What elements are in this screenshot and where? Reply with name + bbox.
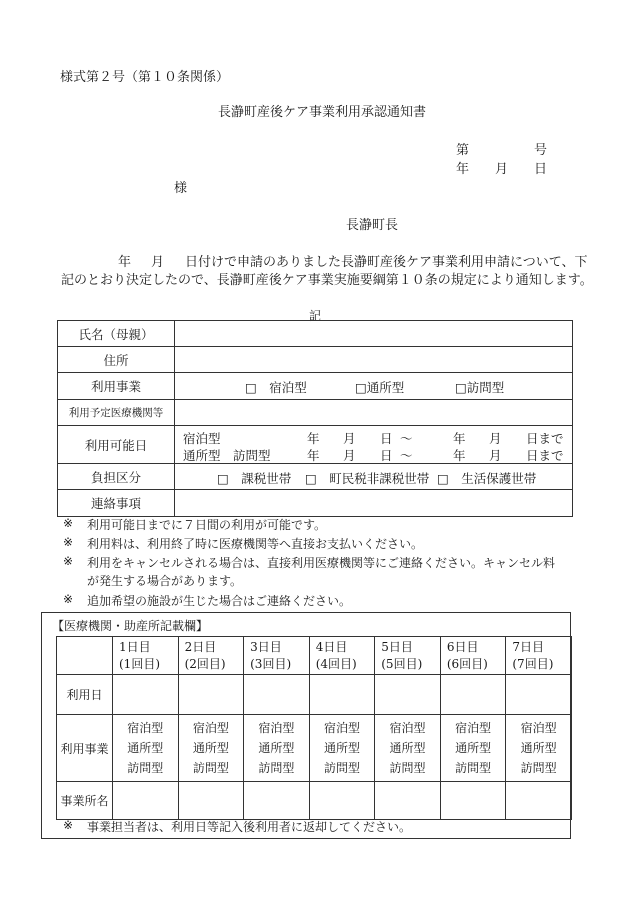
- form-number: 様式第２号（第１０条関係）: [60, 70, 230, 85]
- avail-type-stay: 宿泊型: [183, 431, 221, 446]
- use-date-label: 利用日: [57, 675, 113, 715]
- footer-note-mark: ※: [63, 818, 74, 832]
- avail-label: 利用可能日: [58, 426, 175, 464]
- note-text: 追加希望の施設が生じた場合はご連絡ください。: [87, 594, 352, 608]
- section-title: 【医療機関・助産所記載欄】: [52, 619, 209, 633]
- corner-cell: [57, 637, 113, 675]
- facility-value: [175, 400, 573, 426]
- office-name-cell: [178, 782, 244, 820]
- facility-label: 利用予定医療機関等: [58, 400, 175, 426]
- use-date-cell: [113, 675, 179, 715]
- date-year: 年: [456, 162, 470, 177]
- avail-to-month: 月: [489, 431, 502, 446]
- burden-options: [175, 464, 573, 490]
- office-name-label: 事業所名: [57, 782, 113, 820]
- note-mark: ※: [63, 535, 74, 549]
- note-mark: ※: [63, 554, 74, 568]
- option-daycare: □通所型: [355, 380, 405, 395]
- option-stay: □ 宿泊型: [245, 380, 307, 395]
- note-text: が発生する場合があります。: [87, 574, 243, 588]
- avail-to-month: 月: [489, 448, 502, 463]
- note-mark: ※: [63, 592, 74, 606]
- office-name-cell: [506, 782, 572, 820]
- body-line2: 記のとおり決定したので、長瀞町産後ケア事業実施要綱第１０条の規定により通知します。: [61, 273, 593, 288]
- use-date-cell: [506, 675, 572, 715]
- issuer: 長瀞町長: [346, 218, 399, 233]
- service-options: [175, 373, 573, 400]
- note-text: 利用可能日までに７日間の利用が可能です。: [87, 518, 327, 532]
- avail-to-year: 年: [453, 431, 466, 446]
- office-name-cell: [309, 782, 375, 820]
- service-type-label: 利用事業: [57, 715, 113, 782]
- use-date-cell: [244, 675, 310, 715]
- office-name-cell: [440, 782, 506, 820]
- day-header: 2日目 (2回目): [178, 637, 244, 675]
- service-type-cell: 宿泊型 通所型 訪問型: [309, 715, 375, 782]
- day-header: 1日目 (1回目): [113, 637, 179, 675]
- date-month: 月: [495, 162, 509, 177]
- usage-log-table: [56, 636, 572, 820]
- day-header: 7日目 (7回目): [506, 637, 572, 675]
- use-date-cell: [309, 675, 375, 715]
- date-day: 日: [534, 162, 548, 177]
- contact-value: [175, 490, 573, 517]
- office-name-cell: [113, 782, 179, 820]
- office-name-cell: [244, 782, 310, 820]
- document-title: 長瀞町産後ケア事業利用承認通知書: [218, 105, 427, 120]
- service-type-cell: 宿泊型 通所型 訪問型: [440, 715, 506, 782]
- address-value: [175, 347, 573, 373]
- avail-to-day: 日まで: [526, 448, 564, 463]
- service-type-cell: 宿泊型 通所型 訪問型: [375, 715, 441, 782]
- avail-from-month: 月: [343, 448, 356, 463]
- avail-tilde: ～: [400, 448, 413, 463]
- avail-type-daycare-visit: 通所型 訪問型: [183, 448, 271, 463]
- service-type-cell: 宿泊型 通所型 訪問型: [506, 715, 572, 782]
- day-header: 6日目 (6回目): [440, 637, 506, 675]
- ki-label: 記: [309, 309, 322, 323]
- doc-number-suffix: 号: [534, 143, 548, 158]
- option-visit: □訪問型: [455, 380, 505, 395]
- address-label: 住所: [58, 347, 175, 373]
- option-nontaxed: □ 町民税非課税世帯: [305, 471, 430, 486]
- avail-from-year: 年: [307, 431, 320, 446]
- service-type-cell: 宿泊型 通所型 訪問型: [244, 715, 310, 782]
- avail-from-month: 月: [343, 431, 356, 446]
- avail-to-day: 日まで: [526, 431, 564, 446]
- application-table: [57, 320, 573, 517]
- service-type-cell: 宿泊型 通所型 訪問型: [113, 715, 179, 782]
- burden-label: 負担区分: [58, 464, 175, 490]
- avail-from-year: 年: [307, 448, 320, 463]
- body-month: 月: [151, 255, 165, 270]
- contact-label: 連絡事項: [58, 490, 175, 517]
- use-date-cell: [375, 675, 441, 715]
- body-year: 年: [118, 255, 132, 270]
- note-text: 利用料は、利用終了時に医療機関等へ直接お支払いください。: [87, 537, 424, 551]
- name-value: [175, 321, 573, 347]
- day-header: 5日目 (5回目): [375, 637, 441, 675]
- service-label: 利用事業: [58, 373, 175, 400]
- avail-to-year: 年: [453, 448, 466, 463]
- note-text: 利用をキャンセルされる場合は、直接利用医療機関等にご連絡ください。キャンセル料: [87, 556, 556, 570]
- use-date-cell: [440, 675, 506, 715]
- office-name-cell: [375, 782, 441, 820]
- avail-from-day: 日: [380, 448, 393, 463]
- avail-dates: [175, 426, 573, 464]
- option-welfare: □ 生活保護世帯: [437, 471, 537, 486]
- day-header: 3日目 (3回目): [244, 637, 310, 675]
- avail-tilde: ～: [400, 431, 413, 446]
- use-date-cell: [178, 675, 244, 715]
- name-label: 氏名（母親）: [58, 321, 175, 347]
- note-mark: ※: [63, 516, 74, 530]
- service-type-cell: 宿泊型 通所型 訪問型: [178, 715, 244, 782]
- doc-number-prefix: 第: [456, 143, 470, 158]
- footer-note-text: 事業担当者は、利用日等記入後利用者に返却してください。: [87, 820, 412, 834]
- avail-from-day: 日: [380, 431, 393, 446]
- option-taxed: □ 課税世帯: [217, 471, 292, 486]
- body-line1: 日付けで申請のありました長瀞町産後ケア事業利用申請について、下: [185, 255, 588, 270]
- day-header: 4日目 (4回目): [309, 637, 375, 675]
- addressee-suffix: 様: [174, 181, 188, 196]
